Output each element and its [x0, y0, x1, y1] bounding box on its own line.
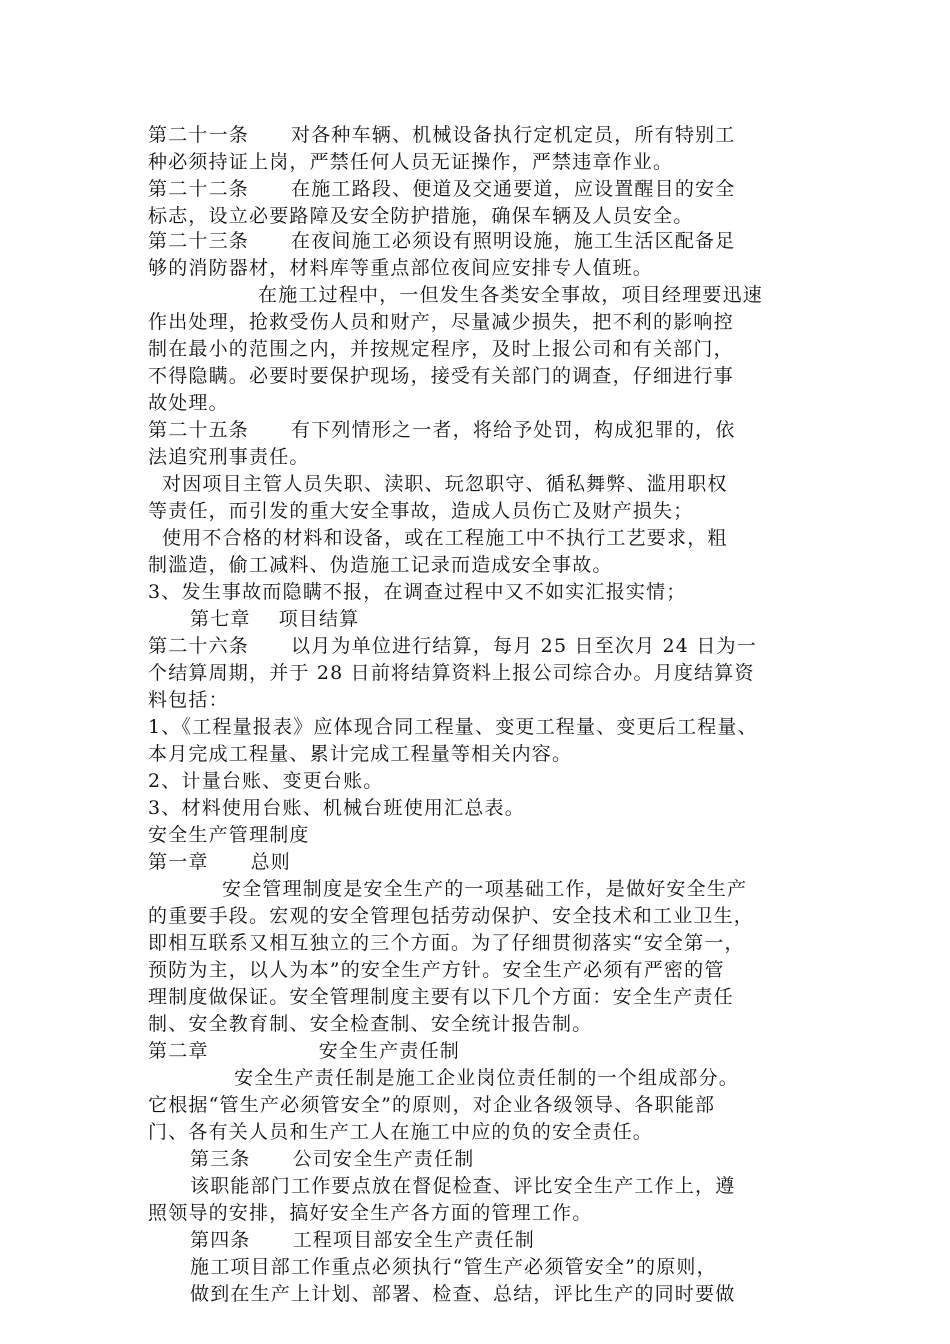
text-line: 料包括： [148, 689, 229, 711]
text-line: 制在最小的范围之内，并按规定程序，及时上报公司和有关部门， [148, 338, 734, 360]
chapter-heading: 第七章 项目结算 [190, 608, 360, 630]
text-line: 第二十三条 在夜间施工必须设有照明设施，施工生活区配备足 [148, 230, 736, 252]
chapter-heading: 第二章 安全生产责任制 [148, 1040, 461, 1062]
text-line: 第二十二条 在施工路段、便道及交通要道，应设置醒目的安全 [148, 178, 736, 200]
text-line: 它根据“管生产必须管安全”的原则，对企业各级领导、各职能部 [148, 1094, 716, 1116]
text-line: 即相互联系又相互独立的三个方面。为了仔细贯彻落实“安全第一， [148, 932, 745, 954]
text-line: 在施工过程中，一但发生各类安全事故，项目经理要迅速 [258, 284, 764, 306]
article-number: 第二十三条 [148, 230, 250, 252]
text-line: 第二十六条 以月为单位进行结算，每月 25 日至次月 24 日为一 [148, 635, 757, 657]
text-line: 故处理。 [148, 392, 229, 414]
text-line: 安全生产责任制是施工企业岗位责任制的一个组成部分。 [234, 1067, 740, 1089]
text-line: 的重要手段。宏观的安全管理包括劳动保护、安全技术和工业卫生， [148, 905, 755, 927]
text-line: 够的消防器材，材料库等重点部位夜间应安排专人值班。 [148, 257, 654, 279]
text-line: 标志，设立必要路障及安全防护措施，确保车辆及人员安全。 [148, 205, 694, 227]
text-line: 照领导的安排，搞好安全生产各方面的管理工作。 [148, 1202, 593, 1224]
article-number: 第二十二条 [148, 178, 250, 200]
chapter-heading: 第一章 总则 [148, 851, 292, 873]
article-number: 第二十五条 [148, 419, 250, 441]
text-line: 制滥造，偷工减料、伪造施工记录而造成安全事故。 [148, 554, 613, 576]
text-line: 做到在生产上计划、部署、检查、总结，评比生产的同时要做 [190, 1283, 736, 1305]
text-line: 法追究刑事责任。 [148, 446, 310, 468]
text-line: 第二十五条 有下列情形之一者，将给予处罚，构成犯罪的，依 [148, 419, 736, 441]
list-item: 3、材料使用台账、机械台班使用汇总表。 [148, 797, 525, 819]
text-line: 理制度做保证。安全管理制度主要有以下几个方面：安全生产责任 [148, 986, 734, 1008]
text-line: 第二十一条 对各种车辆、机械设备执行定机定员，所有特别工 [148, 124, 736, 146]
text-line: 本月完成工程量、累计完成工程量等相关内容。 [148, 743, 573, 765]
article-number: 第二十一条 [148, 124, 250, 146]
article-heading: 第三条 公司安全生产责任制 [190, 1148, 475, 1170]
text-line: 该职能部门工作要点放在督促检查、评比安全生产工作上，遵 [190, 1175, 736, 1197]
text-line: 作出处理，抢救受伤人员和财产，尽量减少损失，把不利的影响控 [148, 311, 734, 333]
article-number: 第二十六条 [148, 635, 250, 657]
text-line: 门、各有关人员和生产工人在施工中应的负的安全责任。 [148, 1121, 654, 1143]
text-line: 等责任，而引发的重大安全事故，造成人员伤亡及财产损失； [148, 500, 694, 522]
text-line: 3、发生事故而隐瞒不报，在调查过程中又不如实汇报实情； [148, 581, 687, 603]
text-line: 施工项目部工作重点必须执行“管生产必须管安全”的原则， [190, 1256, 717, 1278]
article-heading: 第四条 工程项目部安全生产责任制 [190, 1229, 536, 1251]
text-line: 使用不合格的材料和设备，或在工程施工中不执行工艺要求，粗 [162, 527, 728, 549]
text-line: 预防为主，以人为本”的安全生产方针。安全生产必须有严密的管 [148, 959, 725, 981]
section-title: 安全生产管理制度 [148, 824, 310, 846]
text-line: 个结算周期，并于 28 日前将结算资料上报公司综合办。月度结算资 [148, 662, 755, 684]
text-line: 制、安全教育制、安全检查制、安全统计报告制。 [148, 1013, 593, 1035]
list-item: 1、《工程量报表》应体现合同工程量、变更工程量、变更后工程量、 [148, 716, 758, 738]
text-line: 对因项目主管人员失职、渎职、玩忽职守、循私舞弊、滥用职权 [162, 473, 728, 495]
list-item: 2、计量台账、变更台账。 [148, 770, 384, 792]
text-line: 种必须持证上岗，严禁任何人员无证操作，严禁违章作业。 [148, 151, 674, 173]
text-line: 安全管理制度是安全生产的一项基础工作，是做好安全生产 [222, 878, 748, 900]
text-line: 不得隐瞒。必要时要保护现场，接受有关部门的调查，仔细进行事 [148, 365, 734, 387]
